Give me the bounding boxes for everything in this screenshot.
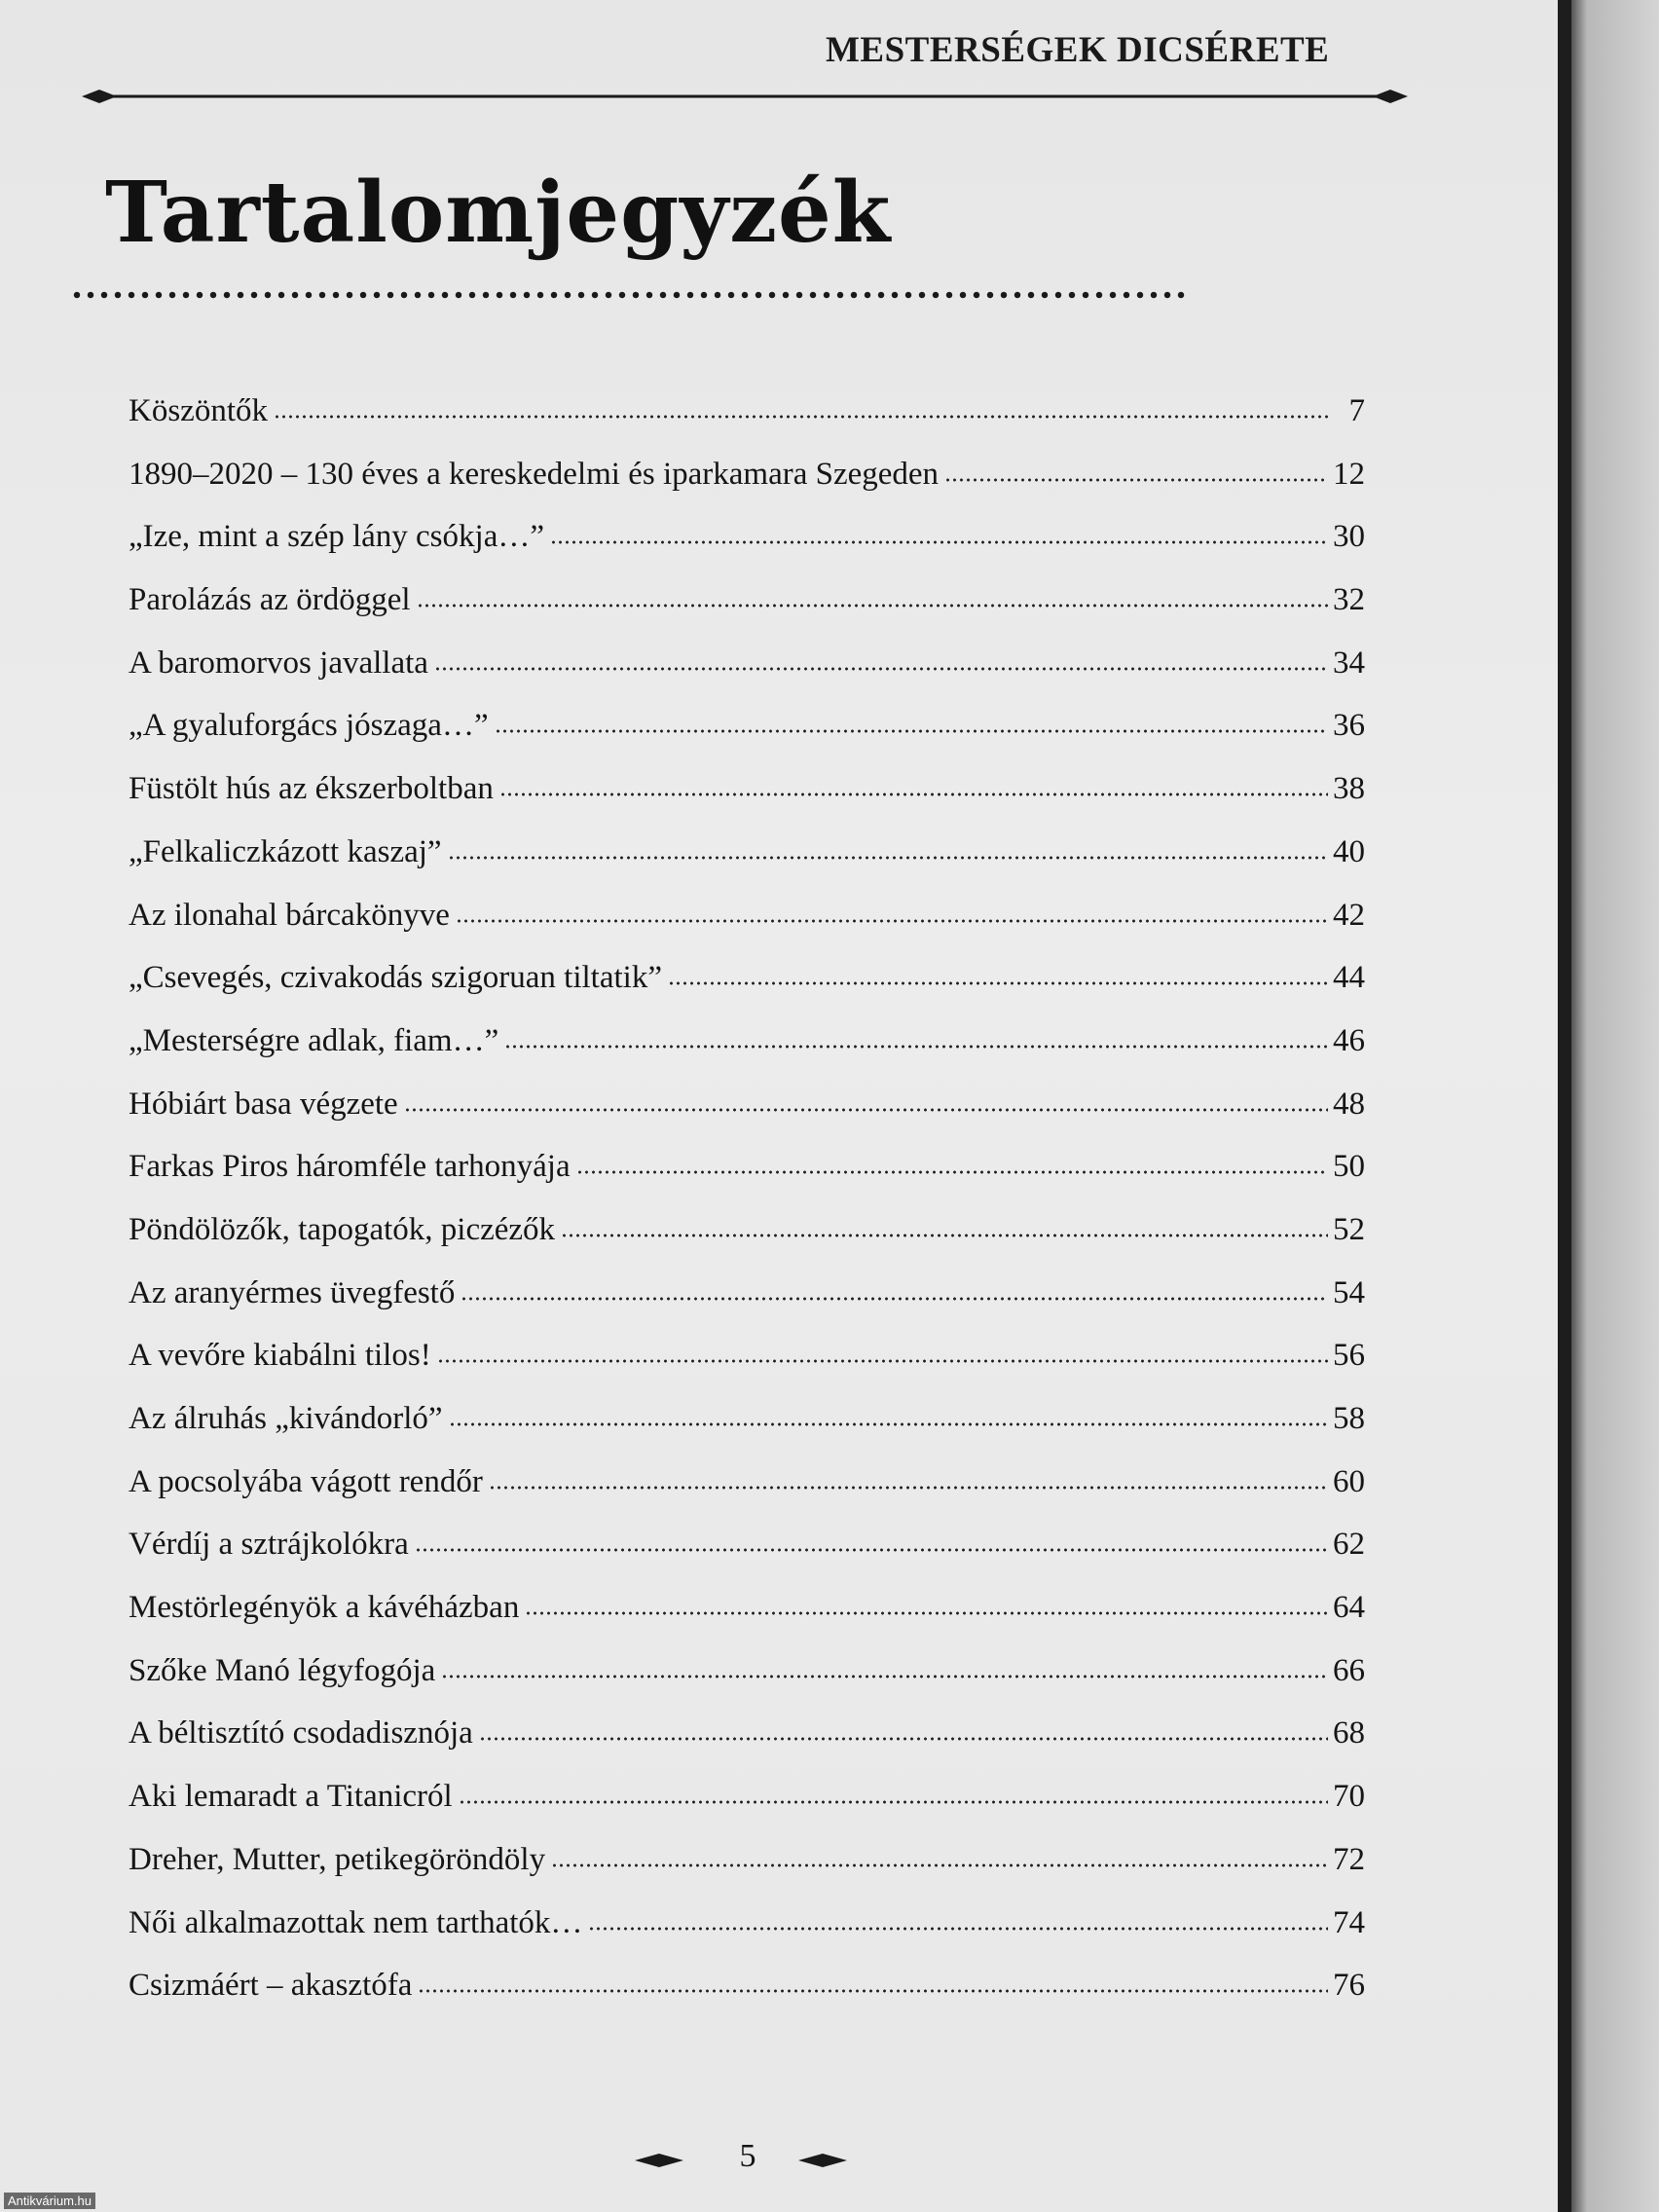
toc-entry	[129, 393, 1365, 457]
footer-ornament-right	[798, 2154, 847, 2167]
toc-entry-page: 76	[1333, 1968, 1365, 2004]
toc-dot-leader	[525, 1611, 1328, 1615]
toc-dot-leader	[417, 604, 1328, 608]
watermark: Antikvárium.hu	[4, 2193, 95, 2209]
toc-entry-page: 12	[1333, 456, 1365, 492]
toc-entry	[129, 898, 1365, 961]
toc-entry-title: Köszöntők	[129, 393, 268, 428]
toc-entry	[129, 1464, 1365, 1528]
toc-entry-page: 30	[1333, 519, 1365, 555]
toc-entry-title: A baromorvos javallata	[129, 645, 428, 681]
toc-dot-leader	[404, 1108, 1328, 1112]
toc-entry	[129, 645, 1365, 709]
toc-entry-page: 7	[1348, 393, 1365, 428]
toc-entry	[129, 1149, 1365, 1212]
toc-entry-page: 50	[1333, 1149, 1365, 1185]
toc-dot-leader	[561, 1234, 1328, 1237]
toc-dot-leader	[448, 856, 1328, 860]
toc-entry-page: 66	[1333, 1652, 1365, 1688]
running-header: MESTERSÉGEK DICSÉRETE	[826, 30, 1330, 70]
toc-entry-page: 36	[1333, 708, 1365, 744]
toc-entry-page: 58	[1333, 1401, 1365, 1436]
toc-entry	[129, 1023, 1365, 1087]
toc-entry	[129, 1590, 1365, 1653]
toc-entry-title: Mestörlegényök a kávéházban	[129, 1590, 520, 1626]
toc-dot-leader	[944, 478, 1328, 482]
toc-dot-leader	[441, 1675, 1328, 1678]
toc-entry-page: 60	[1333, 1463, 1365, 1499]
toc-entry-page: 40	[1333, 833, 1365, 869]
toc-entry-page: 48	[1333, 1086, 1365, 1122]
toc-dot-leader	[418, 1989, 1328, 1993]
toc-entry-title: „A gyaluforgács jószaga…”	[129, 708, 489, 744]
toc-entry-page: 64	[1333, 1590, 1365, 1626]
toc-entry	[129, 457, 1365, 520]
toc-entry	[129, 708, 1365, 771]
toc-entry-page: 54	[1333, 1274, 1365, 1310]
page-title: Tartalomjegyzék	[105, 164, 892, 262]
toc-entry	[129, 1842, 1365, 1905]
toc-entry-title: Dreher, Mutter, petikegöröndöly	[129, 1841, 546, 1877]
toc-dot-leader	[495, 729, 1328, 733]
toc-entry-page: 62	[1333, 1527, 1365, 1563]
toc-entry	[129, 1338, 1365, 1401]
toc-entry-title: A pocsolyába vágott rendőr	[129, 1463, 483, 1499]
table-of-contents	[129, 393, 1365, 2031]
page-edge	[1558, 0, 1571, 2212]
toc-dot-leader	[668, 981, 1328, 985]
page-footer	[623, 2138, 857, 2187]
toc-dot-leader	[415, 1548, 1328, 1552]
toc-entry-page: 56	[1333, 1338, 1365, 1374]
toc-entry	[129, 1275, 1365, 1339]
toc-entry-page: 46	[1333, 1022, 1365, 1058]
toc-entry-title: „Csevegés, czivakodás szigoruan tiltatik”	[129, 960, 662, 996]
toc-entry	[129, 1968, 1365, 2031]
toc-entry	[129, 1527, 1365, 1590]
toc-dot-leader	[459, 1800, 1328, 1804]
toc-entry	[129, 1779, 1365, 1842]
toc-entry-page: 44	[1333, 960, 1365, 996]
toc-dot-leader	[504, 1045, 1328, 1049]
footer-ornament-left	[635, 2154, 683, 2167]
toc-entry	[129, 582, 1365, 645]
toc-entry-title: Vérdíj a sztrájkolókra	[129, 1527, 409, 1563]
toc-entry	[129, 1087, 1365, 1150]
toc-entry-page: 70	[1333, 1779, 1365, 1815]
toc-entry-title: Az aranyérmes üvegfestő	[129, 1274, 456, 1310]
toc-entry-title: Parolázás az ördöggel	[129, 582, 411, 618]
toc-entry-title: Hóbiárt basa végzete	[129, 1086, 398, 1122]
title-dotted-rule	[70, 290, 1190, 300]
toc-entry-page: 68	[1333, 1715, 1365, 1751]
toc-entry-title: Csizmáért – akasztófa	[129, 1968, 413, 2004]
toc-dot-leader	[461, 1297, 1328, 1301]
toc-dot-leader	[576, 1170, 1328, 1174]
toc-entry-page: 34	[1333, 645, 1365, 681]
toc-entry-title: A béltisztító csodadisznója	[129, 1715, 473, 1751]
toc-dot-leader	[588, 1927, 1328, 1931]
toc-dot-leader	[550, 540, 1328, 544]
toc-dot-leader	[449, 1422, 1328, 1426]
toc-entry-page: 72	[1333, 1841, 1365, 1877]
toc-dot-leader	[437, 1359, 1328, 1363]
toc-entry-page: 32	[1333, 582, 1365, 618]
toc-entry-title: Pöndölözők, tapogatók, piczézők	[129, 1211, 556, 1247]
toc-entry	[129, 1212, 1365, 1275]
toc-entry-title: 1890–2020 – 130 éves a kereskedelmi és iparkamara Szegeden	[129, 456, 940, 492]
toc-entry	[129, 1905, 1365, 1969]
toc-entry	[129, 1401, 1365, 1464]
toc-entry-title: Aki lemaradt a Titanicról	[129, 1779, 453, 1815]
toc-dot-leader	[274, 415, 1328, 419]
toc-entry-page: 52	[1333, 1211, 1365, 1247]
toc-entry	[129, 519, 1365, 582]
toc-entry-title: Szőke Manó légyfogója	[129, 1652, 436, 1688]
page-number: 5	[739, 2138, 756, 2174]
toc-dot-leader	[479, 1737, 1328, 1741]
toc-dot-leader	[434, 667, 1328, 671]
toc-entry-title: Az álruhás „kivándorló”	[129, 1401, 443, 1436]
toc-entry-title: Farkas Piros háromféle tarhonyája	[129, 1149, 571, 1185]
toc-entry-page: 74	[1333, 1904, 1365, 1940]
toc-entry-title: A vevőre kiabálni tilos!	[129, 1338, 431, 1374]
toc-entry	[129, 834, 1365, 898]
toc-entry	[129, 960, 1365, 1023]
toc-entry-title: „Ize, mint a szép lány csókja…”	[129, 519, 544, 555]
toc-dot-leader	[456, 919, 1328, 923]
toc-entry-title: „Felkaliczkázott kaszaj”	[129, 833, 442, 869]
toc-dot-leader	[499, 793, 1328, 796]
toc-entry	[129, 1653, 1365, 1716]
toc-entry-title: „Mesterségre adlak, fiam…”	[129, 1022, 499, 1058]
toc-dot-leader	[551, 1863, 1328, 1867]
toc-entry-title: Füstölt hús az ékszerboltban	[129, 771, 494, 807]
toc-entry-title: Női alkalmazottak nem tarthatók…	[129, 1904, 583, 1940]
toc-entry-page: 38	[1333, 771, 1365, 807]
header-rule-ornament	[82, 80, 1408, 113]
toc-entry	[129, 1715, 1365, 1779]
toc-entry	[129, 771, 1365, 834]
toc-entry-title: Az ilonahal bárcakönyve	[129, 897, 450, 933]
toc-entry-page: 42	[1333, 897, 1365, 933]
toc-dot-leader	[489, 1486, 1328, 1490]
